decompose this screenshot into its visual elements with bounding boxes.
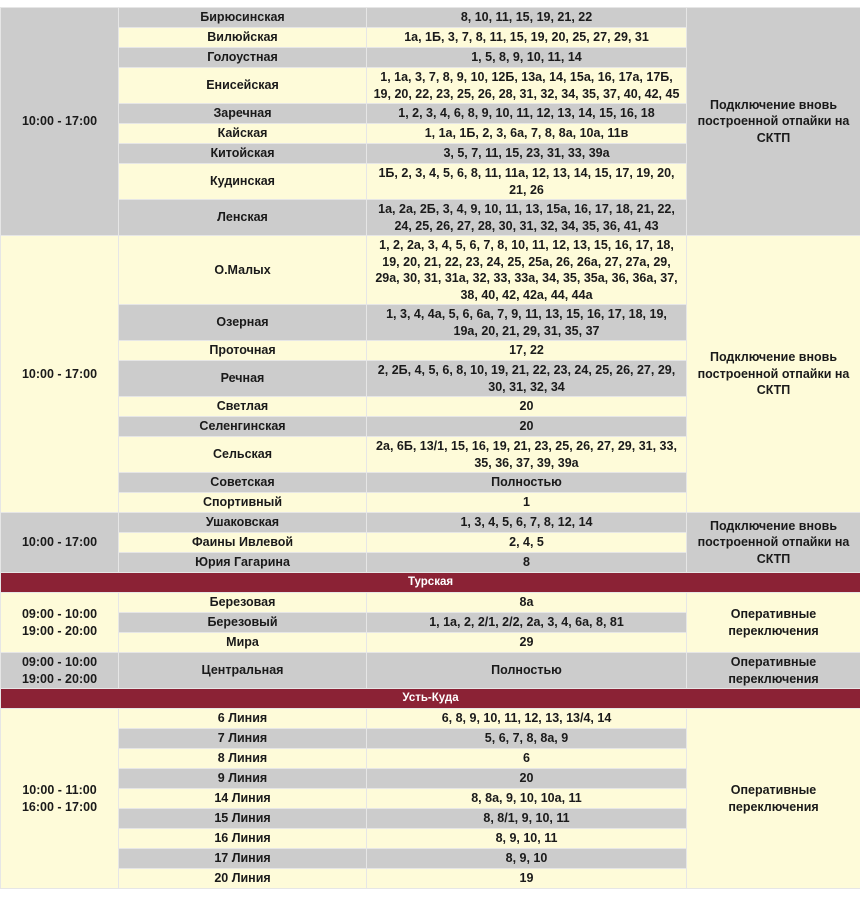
street-cell: Центральная bbox=[119, 653, 367, 689]
street-cell: Березовый bbox=[119, 613, 367, 633]
street-cell: Фаины Ивлевой bbox=[119, 533, 367, 553]
houses-cell: 1 bbox=[367, 493, 687, 513]
street-cell: Селенгинская bbox=[119, 417, 367, 437]
street-cell: Китойская bbox=[119, 144, 367, 164]
street-cell: 14 Линия bbox=[119, 789, 367, 809]
houses-cell: 1, 2, 2а, 3, 4, 5, 6, 7, 8, 10, 11, 12, 13, 15, 16, 17, 18, 19, 20, 21, 22, 23, 24, 25, 25а, 26, 26а, 27, 27а, 29, 29а, 30, 31, 31а, 32, 33, 33а, 34, 35, 35а, 36, 36а, 37, 38, 40, 42, 42а, 44, 44а bbox=[367, 236, 687, 305]
street-cell: Березовая bbox=[119, 593, 367, 613]
street-cell: Спортивный bbox=[119, 493, 367, 513]
street-cell: Светлая bbox=[119, 397, 367, 417]
street-cell: Речная bbox=[119, 361, 367, 397]
houses-cell: 29 bbox=[367, 633, 687, 653]
houses-cell: 8, 9, 10 bbox=[367, 849, 687, 869]
houses-cell: 19 bbox=[367, 869, 687, 889]
houses-cell: 20 bbox=[367, 417, 687, 437]
reason-cell: Подключение вновь построенной отпайки на СКТП bbox=[687, 8, 860, 236]
schedule-body bbox=[1, 8, 860, 889]
houses-cell: 2, 4, 5 bbox=[367, 533, 687, 553]
street-cell: Мира bbox=[119, 633, 367, 653]
houses-cell: 1а, 1Б, 3, 7, 8, 11, 15, 19, 20, 25, 27, 29, 31 bbox=[367, 28, 687, 48]
table-row bbox=[1, 709, 860, 729]
section-header-row bbox=[1, 689, 860, 709]
houses-cell: 20 bbox=[367, 769, 687, 789]
houses-cell: 1, 5, 8, 9, 10, 11, 14 bbox=[367, 48, 687, 68]
table-row bbox=[1, 513, 860, 533]
houses-cell: 8, 9, 10, 11 bbox=[367, 829, 687, 849]
houses-cell: 8, 8/1, 9, 10, 11 bbox=[367, 809, 687, 829]
houses-cell: 8, 8а, 9, 10, 10а, 11 bbox=[367, 789, 687, 809]
houses-cell: 1, 3, 4, 4а, 5, 6, 6а, 7, 9, 11, 13, 15, 16, 17, 18, 19, 19а, 20, 21, 29, 31, 35, 37 bbox=[367, 305, 687, 341]
houses-cell: 1Б, 2, 3, 4, 5, 6, 8, 11, 11а, 12, 13, 14, 15, 17, 19, 20, 21, 26 bbox=[367, 164, 687, 200]
houses-cell: 2а, 6Б, 13/1, 15, 16, 19, 21, 23, 25, 26, 27, 29, 31, 33, 35, 36, 37, 39, 39а bbox=[367, 437, 687, 473]
street-cell: Бирюсинская bbox=[119, 8, 367, 28]
houses-cell: 6 bbox=[367, 749, 687, 769]
section-header-row bbox=[1, 573, 860, 593]
table-row bbox=[1, 593, 860, 613]
table-row bbox=[1, 236, 860, 305]
houses-cell: 1, 1а, 2, 2/1, 2/2, 2а, 3, 4, 6а, 8, 81 bbox=[367, 613, 687, 633]
time-cell: 10:00 - 17:00 bbox=[1, 513, 119, 573]
street-cell: Проточная bbox=[119, 341, 367, 361]
street-cell: Голоустная bbox=[119, 48, 367, 68]
houses-cell: 8 bbox=[367, 553, 687, 573]
houses-cell: 1, 2, 3, 4, 6, 8, 9, 10, 11, 12, 13, 14, 15, 16, 18 bbox=[367, 104, 687, 124]
time-cell: 10:00 - 17:00 bbox=[1, 236, 119, 513]
street-cell: Вилюйская bbox=[119, 28, 367, 48]
street-cell: Кайская bbox=[119, 124, 367, 144]
houses-cell: 6, 8, 9, 10, 11, 12, 13, 13/4, 14 bbox=[367, 709, 687, 729]
houses-cell: 3, 5, 7, 11, 15, 23, 31, 33, 39а bbox=[367, 144, 687, 164]
street-cell: 6 Линия bbox=[119, 709, 367, 729]
reason-cell: Оперативные переключения bbox=[687, 709, 860, 889]
street-cell: Кудинская bbox=[119, 164, 367, 200]
reason-cell: Оперативные переключения bbox=[687, 653, 860, 689]
houses-cell: 1, 1а, 3, 7, 8, 9, 10, 12Б, 13а, 14, 15а, 16, 17а, 17Б, 19, 20, 22, 23, 25, 26, 28, 31, 32, 34, 35, 37, 40, 42, 45 bbox=[367, 68, 687, 104]
houses-cell: 8, 10, 11, 15, 19, 21, 22 bbox=[367, 8, 687, 28]
houses-cell: 1а, 2а, 2Б, 3, 4, 9, 10, 11, 13, 15а, 16, 17, 18, 21, 22, 24, 25, 26, 27, 28, 30, 31, 32, 34, 35, 36, 41, 43 bbox=[367, 200, 687, 236]
street-cell: Озерная bbox=[119, 305, 367, 341]
houses-cell: 2, 2Б, 4, 5, 6, 8, 10, 19, 21, 22, 23, 24, 25, 26, 27, 29, 30, 31, 32, 34 bbox=[367, 361, 687, 397]
time-cell: 09:00 - 10:00 19:00 - 20:00 bbox=[1, 593, 119, 653]
section-title: Турская bbox=[1, 573, 860, 593]
street-cell: Заречная bbox=[119, 104, 367, 124]
street-cell: Сельская bbox=[119, 437, 367, 473]
street-cell: О.Малых bbox=[119, 236, 367, 305]
houses-cell: 20 bbox=[367, 397, 687, 417]
reason-cell: Оперативные переключения bbox=[687, 593, 860, 653]
street-cell: 15 Линия bbox=[119, 809, 367, 829]
section-title: Усть-Куда bbox=[1, 689, 860, 709]
street-cell: 17 Линия bbox=[119, 849, 367, 869]
table-row bbox=[1, 653, 860, 689]
street-cell: Енисейская bbox=[119, 68, 367, 104]
street-cell: 20 Линия bbox=[119, 869, 367, 889]
street-cell: 9 Линия bbox=[119, 769, 367, 789]
houses-cell: 8а bbox=[367, 593, 687, 613]
reason-cell: Подключение вновь построенной отпайки на СКТП bbox=[687, 513, 860, 573]
houses-cell: 5, 6, 7, 8, 8а, 9 bbox=[367, 729, 687, 749]
street-cell: Юрия Гагарина bbox=[119, 553, 367, 573]
street-cell: Ленская bbox=[119, 200, 367, 236]
houses-cell: Полностью bbox=[367, 473, 687, 493]
time-cell: 10:00 - 11:00 16:00 - 17:00 bbox=[1, 709, 119, 889]
houses-cell: Полностью bbox=[367, 653, 687, 689]
street-cell: Ушаковская bbox=[119, 513, 367, 533]
outage-schedule-table bbox=[0, 7, 860, 889]
houses-cell: 1, 3, 4, 5, 6, 7, 8, 12, 14 bbox=[367, 513, 687, 533]
street-cell: 8 Линия bbox=[119, 749, 367, 769]
time-cell: 10:00 - 17:00 bbox=[1, 8, 119, 236]
houses-cell: 1, 1а, 1Б, 2, 3, 6а, 7, 8, 8а, 10а, 11в bbox=[367, 124, 687, 144]
reason-cell: Подключение вновь построенной отпайки на СКТП bbox=[687, 236, 860, 513]
time-cell: 09:00 - 10:00 19:00 - 20:00 bbox=[1, 653, 119, 689]
houses-cell: 17, 22 bbox=[367, 341, 687, 361]
street-cell: 7 Линия bbox=[119, 729, 367, 749]
street-cell: 16 Линия bbox=[119, 829, 367, 849]
table-row bbox=[1, 8, 860, 28]
street-cell: Советская bbox=[119, 473, 367, 493]
